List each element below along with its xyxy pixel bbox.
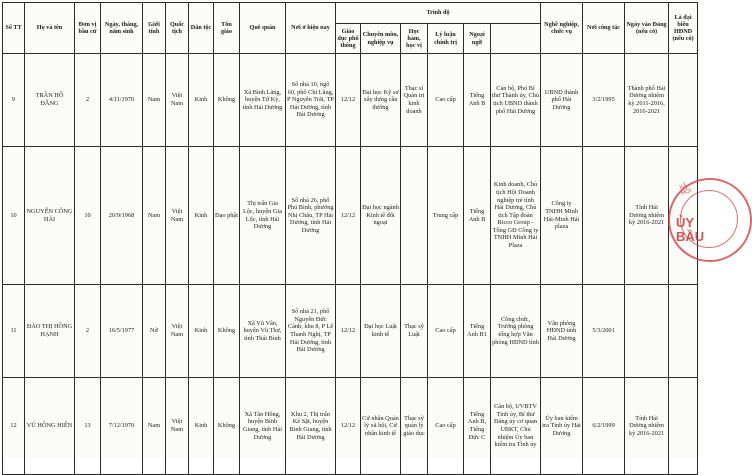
cell-note — [669, 378, 698, 475]
header-residence: Nơi ở hiện nay — [286, 3, 336, 54]
cell-unit: 2 — [75, 285, 101, 378]
cell-occupation: Cán bộ, UVBTV Tỉnh ủy, Bí thư Đảng ủy cơ quan UBKT, Chủ nhiệm Ủy ban kiểm tra Tỉnh ủy — [491, 378, 541, 475]
cell-residence: Số nhà 21, phố Nguyễn Đức Cảnh, khu 8, P Lê Thanh Nghị, TP Hải Dương, tỉnh Hải Dương — [286, 285, 336, 378]
cell-delegate: Tỉnh Hải Dương nhiệm kỳ 2016-2021 — [625, 378, 669, 475]
cell-politics: Cao cấp — [428, 54, 464, 147]
official-seal-arc-text: XÃ HỘI — [678, 183, 693, 198]
cell-workplace: UBND thành phố Hải Dương — [541, 54, 583, 147]
cell-gender: Nam — [143, 147, 166, 285]
header-nationality: Quốc tịch — [166, 3, 189, 54]
cell-dob: 20/9/1968 — [101, 147, 143, 285]
cell-ethnicity: Kinh — [189, 285, 214, 378]
cell-gender: Nữ — [143, 285, 166, 378]
cell-nationality: Việt Nam — [166, 285, 189, 378]
cell-party-date: 5/3/2001 — [583, 285, 625, 378]
cell-workplace: Công ty TNHH Minh Hải-Minh Hải plaza — [541, 147, 583, 285]
cell-specialty: Đại học Kỹ sư xây dựng cầu đường — [361, 54, 401, 147]
cell-unit: 13 — [75, 378, 101, 475]
cell-note — [669, 54, 698, 147]
cell-occupation: Kinh doanh, Chủ tịch Hội Doanh nghiệp trẻ tỉnh Hải Dương, Chủ tịch Tập đoàn Ricco Group - Tổng GĐ Công ty TNHH Minh Hải Plaza — [491, 147, 541, 285]
cell-ethnicity: Kinh — [189, 378, 214, 475]
cell-workplace: Ủy ban kiểm tra Tỉnh ủy Hải Dương — [541, 378, 583, 475]
cell-general-edu: 12/12 — [336, 378, 361, 475]
cell-note — [669, 285, 698, 378]
official-seal-line-1: ỦY — [676, 215, 695, 230]
cell-party-date: 3/2/1995 — [583, 54, 625, 147]
cell-dob: 7/12/1970 — [101, 378, 143, 475]
header-workplace: Nơi công tác — [583, 3, 625, 54]
header-unit: Đơn vị bầu cử — [75, 3, 101, 54]
cell-nationality: Việt Nam — [166, 54, 189, 147]
cell-dob: 4/11/1970 — [101, 54, 143, 147]
header-general-edu: Giáo dục phổ thông — [336, 24, 361, 54]
header-politics: Lý luận chính trị — [428, 24, 464, 54]
header-specialty: Chuyên môn, nghiệp vụ — [361, 24, 401, 54]
header-education-group: Trình độ — [336, 3, 541, 24]
cell-nationality: Việt Nam — [166, 378, 189, 475]
cell-residence: Khu 2, Thị trấn Kẻ Sặt, huyện Bình Giang, tỉnh Hải Dương — [286, 378, 336, 475]
header-hometown: Quê quán — [240, 3, 286, 54]
cell-politics: Cao cấp — [428, 285, 464, 378]
table-row — [3, 285, 698, 378]
header-occupation: Nghề nghiệp, chức vụ — [541, 3, 583, 54]
cell-gender: Nam — [143, 378, 166, 475]
cell-language: Tiếng Anh B, Tiếng Đức C — [464, 378, 491, 475]
cell-politics: Trung cấp — [428, 147, 464, 285]
header-party-date: Ngày vào Đảng (nếu có) — [625, 3, 669, 54]
header-dob: Ngày, tháng, năm sinh — [101, 3, 143, 54]
cell-specialty: Cử nhân Quản lý xã hội, Cử nhân kinh tế — [361, 378, 401, 475]
header-religion: Tôn giáo — [214, 3, 240, 54]
cell-workplace: Văn phòng HĐND tỉnh Hải Dương — [541, 285, 583, 378]
cell-academic: Thạc sĩ Quản trị kinh doanh — [401, 54, 428, 147]
cell-language: Tiếng Anh B1 — [464, 285, 491, 378]
cell-stt: 10 — [3, 147, 25, 285]
cell-unit: 2 — [75, 54, 101, 147]
cell-ethnicity: Kinh — [189, 147, 214, 285]
cell-hometown: Xã Bình Lãng, huyện Tứ Kỳ, tỉnh Hải Dương — [240, 54, 286, 147]
cell-hometown: Xã Vũ Vân, huyện Vũ Thư, tỉnh Thái Bình — [240, 285, 286, 378]
header-ethnicity: Dân tộc — [189, 3, 214, 54]
cell-language: Tiếng Anh B — [464, 54, 491, 147]
cell-nationality: Việt Nam — [166, 147, 189, 285]
cell-name: VŨ HỒNG HIỂN — [25, 378, 75, 475]
cell-academic: Thạc sỹ Luật — [401, 285, 428, 378]
cell-academic: Thạc sỹ quản lý giáo dục — [401, 378, 428, 475]
cell-dob: 16/5/1977 — [101, 285, 143, 378]
cell-stt: 9 — [3, 54, 25, 147]
cell-name: NGUYỄN CÔNG HẢI — [25, 147, 75, 285]
cell-party-date — [583, 147, 625, 285]
table-row — [3, 54, 698, 147]
cell-politics: Cao cấp — [428, 378, 464, 475]
official-seal-line-2: BẦU — [676, 229, 705, 244]
cell-specialty: Đại học ngành Kinh tế đối ngoại — [361, 147, 401, 285]
cell-name: TRẦN HỒ ĐĂNG — [25, 54, 75, 147]
cell-gender: Nam — [143, 54, 166, 147]
cell-religion: Đạo phật — [214, 147, 240, 285]
cell-religion: Không — [214, 378, 240, 475]
cell-delegate — [625, 285, 669, 378]
cell-occupation: Cán bộ, Phó Bí thư Thành ủy, Chủ tịch UBND thành phố Hải Dương — [491, 54, 541, 147]
cell-name: ĐÀO THỊ HỒNG HẠNH — [25, 285, 75, 378]
cell-occupation: Công chức, Trưởng phòng tổng hợp Văn phòng HĐND tỉnh — [491, 285, 541, 378]
header-stt: Số TT — [3, 3, 25, 54]
cell-stt: 12 — [3, 378, 25, 475]
cell-religion: Không — [214, 285, 240, 378]
cell-general-edu: 12/12 — [336, 147, 361, 285]
cell-specialty: Đại học Luật kinh tế — [361, 285, 401, 378]
cell-delegate: Thành phố Hải Dương nhiệm kỳ 2011-2016, 2016-2021 — [625, 54, 669, 147]
cell-residence: Số nhà 10, ngõ 60, phố Chi Lăng, P Nguyễn Trãi, TP Hải Dương, tỉnh Hải Dương — [286, 54, 336, 147]
cell-residence: Số nhà 26, phố Phú Bình, phường Nhị Châu, TP Hải Dương, tỉnh Hải Dương — [286, 147, 336, 285]
cell-language: Tiếng Anh B — [464, 147, 491, 285]
cell-hometown: Xã Tân Hồng, huyện Bình Giang, tỉnh Hải Dương — [240, 378, 286, 475]
cell-party-date: 6/2/1999 — [583, 378, 625, 475]
official-seal-text — [676, 216, 704, 244]
cell-general-edu: 12/12 — [336, 285, 361, 378]
table-row — [3, 147, 698, 285]
cell-hometown: Thị trấn Gia Lộc, huyện Gia Lộc, tỉnh Hải Dương — [240, 147, 286, 285]
header-delegate: Là đại biểu HĐND (nếu có) — [669, 3, 698, 54]
cell-academic — [401, 147, 428, 285]
header-gender: Giới tính — [143, 3, 166, 54]
header-row-1 — [3, 3, 698, 24]
cell-ethnicity: Kinh — [189, 54, 214, 147]
cell-religion: Không — [214, 54, 240, 147]
table-row — [3, 378, 698, 475]
candidate-table — [2, 2, 698, 475]
cell-delegate: Tỉnh Hải Dương nhiệm kỳ 2016-2021 — [625, 147, 669, 285]
header-name: Họ và tên — [25, 3, 75, 54]
cell-unit: 10 — [75, 147, 101, 285]
header-academic: Học hàm, học vị — [401, 24, 428, 54]
header-language: Ngoại ngữ — [464, 24, 491, 54]
cell-stt: 11 — [3, 285, 25, 378]
cell-general-edu: 12/12 — [336, 54, 361, 147]
